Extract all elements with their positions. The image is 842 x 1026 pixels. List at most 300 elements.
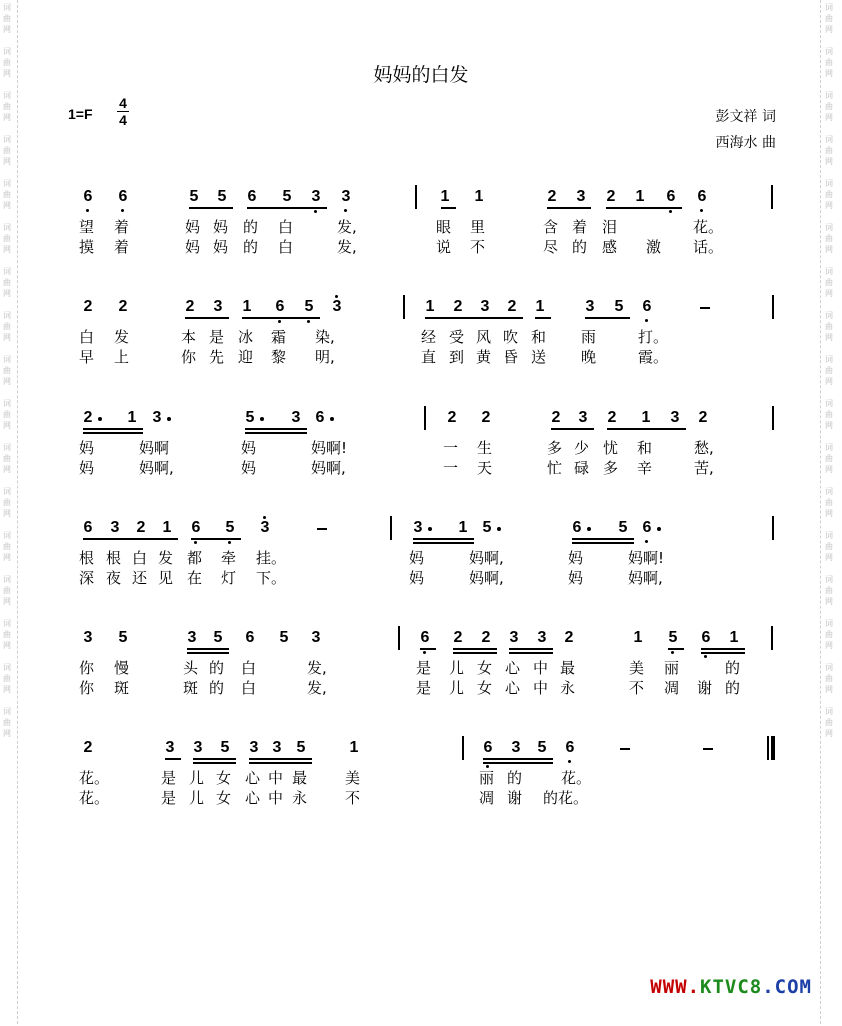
- time-signature: [117, 96, 129, 127]
- lyric-syllable: 早: [79, 348, 95, 366]
- note-6: 6: [273, 298, 287, 316]
- lyric-syllable: 白: [278, 238, 294, 256]
- side-watermark-right: 词 曲 网 词 曲 网 词 曲 网 词 曲 网 词 曲 网 词 曲 网 词 曲 网 词 曲 网 词 曲 网 词 曲 网 词 曲 网 词 曲 网 词 曲 网 词 曲 网 词 曲 网 词 曲 网 词 曲 网: [825, 3, 833, 738]
- lyric-syllable: 心: [245, 789, 261, 807]
- note-1: 1: [440, 188, 450, 205]
- lyric-syllable: 染,: [315, 328, 335, 346]
- note-3: 3: [110, 519, 120, 536]
- underline-beam: [535, 317, 551, 319]
- lyric-syllable: 见: [158, 569, 174, 587]
- watermark-domain: KTVC8: [700, 976, 763, 998]
- underline-beam: [551, 428, 594, 430]
- augmentation-dot: [330, 417, 334, 421]
- note-3: 3: [272, 739, 282, 756]
- underline-beam: [701, 652, 745, 654]
- underline-beam: [453, 652, 497, 654]
- lyric-syllable: 雨: [581, 328, 597, 346]
- note-3: 3: [213, 298, 223, 315]
- note-2: 2: [83, 739, 93, 756]
- lyric-syllable: 打。: [638, 328, 669, 346]
- lyric-syllable: 妈啊,: [139, 459, 174, 477]
- lyric-syllable: 中: [533, 659, 549, 677]
- lyric-syllable: 的: [725, 679, 741, 697]
- lyric-syllable: 你: [79, 679, 95, 697]
- lyric-syllable: 里: [470, 218, 486, 236]
- lyric-syllable: 白: [241, 679, 257, 697]
- lower-octave-dot: [121, 209, 124, 212]
- note-3: 3: [578, 409, 588, 426]
- lyric-syllable: 下。: [256, 569, 287, 587]
- lyric-syllable: 送: [531, 348, 547, 366]
- lyric-syllable: 中: [268, 769, 284, 787]
- lyric-syllable: 着: [114, 218, 130, 236]
- lyric-syllable: 多: [547, 439, 563, 457]
- lyric-syllable: 直: [421, 348, 437, 366]
- note-3: 3: [480, 298, 490, 315]
- lyric-syllable: 妈: [213, 218, 229, 236]
- note-1: 1: [127, 409, 137, 426]
- underline-beam: [83, 428, 143, 430]
- lower-octave-dot: [645, 319, 648, 322]
- lyric-syllable: 斑: [183, 679, 199, 697]
- lower-octave-dot: [700, 209, 703, 212]
- lyric-syllable: 丽: [479, 769, 495, 787]
- note-3: 3: [309, 188, 323, 206]
- lyric-syllable: 最: [292, 769, 308, 787]
- note-3: 3: [576, 188, 586, 205]
- lyric-syllable: 白: [278, 218, 294, 236]
- barline: [771, 626, 773, 650]
- lower-octave-dot: [86, 209, 89, 212]
- lyric-syllable: 黄: [476, 348, 492, 366]
- lower-octave-dot: [314, 210, 317, 213]
- note-3: 3: [585, 298, 595, 315]
- lyric-syllable: 上: [114, 348, 130, 366]
- lyric-syllable: 深: [79, 569, 95, 587]
- underline-beam: [242, 317, 320, 319]
- note-1: 1: [474, 188, 484, 205]
- note-1: 1: [729, 629, 739, 646]
- note-2: 2: [447, 409, 457, 426]
- note-1: 1: [458, 519, 468, 536]
- lyric-syllable: 永: [560, 679, 576, 697]
- barline: [772, 516, 774, 540]
- lyric-syllable: 白: [132, 549, 148, 567]
- lyric-syllable: 中: [533, 679, 549, 697]
- lyric-syllable: 苦,: [694, 459, 714, 477]
- underline-beam: [701, 648, 745, 650]
- lyric-syllable: 妈啊,: [469, 569, 504, 587]
- note-2: 2: [551, 409, 561, 426]
- lyric-syllable: 是: [161, 789, 177, 807]
- dash-extension: [700, 307, 710, 309]
- lyric-syllable: 晚: [581, 348, 597, 366]
- note-5: 5: [220, 739, 230, 756]
- lyric-syllable: 的花。: [543, 789, 589, 807]
- lyric-syllable: 和: [637, 439, 653, 457]
- note-6: 6: [664, 188, 678, 206]
- note-5: 5: [302, 298, 316, 316]
- note-5: 5: [614, 298, 624, 315]
- lyric-syllable: 是: [416, 679, 432, 697]
- underline-beam: [187, 652, 229, 654]
- lyric-syllable: 的: [209, 679, 225, 697]
- lyric-syllable: 白: [79, 328, 95, 346]
- time-numerator: 4: [119, 95, 127, 111]
- lyric-syllable: 谢: [507, 789, 523, 807]
- lyric-syllable: 忧: [603, 439, 619, 457]
- lyric-syllable: 不: [470, 238, 486, 256]
- lyric-syllable: 发: [114, 328, 130, 346]
- underline-beam: [607, 428, 686, 430]
- lyric-syllable: 根: [79, 549, 95, 567]
- lyric-syllable: 和: [531, 328, 547, 346]
- note-3: 3: [413, 519, 423, 536]
- note-3: 3: [339, 188, 353, 206]
- note-3: 3: [193, 739, 203, 756]
- barline: [772, 295, 774, 319]
- underline-beam: [606, 207, 682, 209]
- underline-beam: [193, 762, 236, 764]
- lyric-syllable: 激: [646, 238, 662, 256]
- lyric-syllable: 妈: [409, 569, 425, 587]
- note-1: 1: [349, 739, 359, 756]
- note-6: 6: [481, 739, 495, 757]
- lower-octave-dot: [228, 541, 231, 544]
- underline-beam: [249, 758, 312, 760]
- underline-beam: [413, 538, 474, 540]
- lyric-syllable: 最: [560, 659, 576, 677]
- note-1: 1: [635, 188, 645, 205]
- watermark-www: WWW.: [650, 976, 701, 998]
- lyric-syllable: 经: [421, 328, 437, 346]
- lyric-syllable: 凋: [479, 789, 495, 807]
- underline-beam: [668, 648, 684, 650]
- barline: [772, 406, 774, 430]
- note-2: 2: [453, 629, 463, 646]
- note-6: 6: [418, 629, 432, 647]
- note-5: 5: [189, 188, 199, 205]
- underline-beam: [547, 207, 591, 209]
- lyric-syllable: 多: [603, 459, 619, 477]
- lower-octave-dot: [194, 541, 197, 544]
- lower-octave-dot: [671, 651, 674, 654]
- underline-beam: [83, 432, 143, 434]
- lyric-syllable: 花。: [79, 789, 110, 807]
- underline-beam: [585, 317, 630, 319]
- underline-beam: [509, 648, 553, 650]
- underline-beam: [245, 432, 307, 434]
- lyric-syllable: 是: [161, 769, 177, 787]
- note-3: 3: [187, 629, 197, 646]
- lyric-syllable: 中: [268, 789, 284, 807]
- underline-beam: [193, 758, 236, 760]
- lyric-syllable: 的: [243, 218, 259, 236]
- lower-octave-dot: [568, 760, 571, 763]
- barline: [398, 626, 400, 650]
- lyric-syllable: 妈啊,: [311, 459, 346, 477]
- lower-octave-dot: [307, 320, 310, 323]
- lyric-syllable: 女: [477, 659, 493, 677]
- note-5: 5: [118, 629, 128, 646]
- lyric-syllable: 发,: [337, 238, 357, 256]
- note-6: 6: [640, 519, 654, 537]
- lyric-syllable: 妈啊: [139, 439, 170, 457]
- note-2: 2: [453, 298, 463, 315]
- note-6: 6: [315, 409, 325, 426]
- barline: [403, 295, 405, 319]
- note-2: 2: [83, 298, 93, 315]
- lyric-syllable: 妈: [79, 439, 95, 457]
- lyric-syllable: 受: [449, 328, 465, 346]
- lyric-syllable: 妈: [241, 459, 257, 477]
- lyric-syllable: 都: [187, 549, 203, 567]
- note-6: 6: [245, 629, 255, 646]
- lower-octave-dot: [344, 209, 347, 212]
- lyric-syllable: 儿: [189, 789, 205, 807]
- lyric-syllable: 望: [79, 218, 95, 236]
- note-5: 5: [282, 188, 292, 205]
- lyric-syllable: 挂。: [256, 549, 287, 567]
- lyric-syllable: 妈啊!: [628, 549, 665, 567]
- augmentation-dot: [657, 527, 661, 531]
- note-3: 3: [330, 298, 344, 316]
- lyric-syllable: 妈: [79, 459, 95, 477]
- lyric-syllable: 一: [443, 459, 459, 477]
- lyric-syllable: 妈: [213, 238, 229, 256]
- lyric-syllable: 妈: [241, 439, 257, 457]
- note-1: 1: [242, 298, 252, 315]
- augmentation-dot: [260, 417, 264, 421]
- augmentation-dot: [497, 527, 501, 531]
- lower-octave-dot: [486, 765, 489, 768]
- lyric-syllable: 丽: [664, 659, 680, 677]
- note-6: 6: [247, 188, 257, 205]
- side-rule-right: [820, 0, 822, 1024]
- lyric-syllable: 斑: [114, 679, 130, 697]
- side-watermark-left: 词 曲 网 词 曲 网 词 曲 网 词 曲 网 词 曲 网 词 曲 网 词 曲 网 词 曲 网 词 曲 网 词 曲 网 词 曲 网 词 曲 网 词 曲 网 词 曲 网 词 曲 网 词 曲 网 词 曲 网: [3, 3, 11, 738]
- lyric-syllable: 花。: [79, 769, 110, 787]
- note-3: 3: [311, 629, 321, 646]
- barline: [415, 185, 417, 209]
- lyric-syllable: 风: [476, 328, 492, 346]
- lyric-syllable: 发,: [307, 679, 327, 697]
- note-6: 6: [116, 188, 130, 206]
- composer-credit: 西海水 曲: [715, 135, 776, 151]
- note-2: 2: [607, 409, 617, 426]
- lyric-syllable: 话。: [693, 238, 724, 256]
- underline-beam: [83, 538, 178, 540]
- note-2: 2: [564, 629, 574, 646]
- note-6: 6: [572, 519, 582, 536]
- upper-octave-dot: [263, 516, 266, 519]
- final-barline-thick: [771, 736, 775, 760]
- dash-extension: [703, 748, 713, 750]
- lyric-syllable: 发,: [307, 659, 327, 677]
- note-2: 2: [507, 298, 517, 315]
- lyric-syllable: 摸: [79, 238, 95, 256]
- underline-beam: [425, 317, 523, 319]
- lyricist-credit: 彭文祥 词: [715, 109, 776, 125]
- note-1: 1: [162, 519, 172, 536]
- lyric-syllable: 妈: [568, 549, 584, 567]
- lyric-syllable: 到: [449, 348, 465, 366]
- note-6: 6: [189, 519, 203, 537]
- note-6: 6: [83, 519, 93, 536]
- note-2: 2: [547, 188, 557, 205]
- lyric-syllable: 的: [209, 659, 225, 677]
- lyric-syllable: 尽: [543, 238, 559, 256]
- note-6: 6: [699, 629, 713, 647]
- note-3: 3: [165, 739, 175, 756]
- lyric-syllable: 发: [158, 549, 174, 567]
- lyric-syllable: 在: [187, 569, 203, 587]
- note-6: 6: [81, 188, 95, 206]
- augmentation-dot: [587, 527, 591, 531]
- augmentation-dot: [167, 417, 171, 421]
- lyric-syllable: 心: [505, 679, 521, 697]
- underline-beam: [165, 758, 181, 760]
- lyric-syllable: 你: [181, 348, 197, 366]
- lyric-syllable: 妈啊!: [311, 439, 348, 457]
- lyric-syllable: 迎: [238, 348, 254, 366]
- lyric-syllable: 夜: [106, 569, 122, 587]
- lyric-syllable: 还: [132, 569, 148, 587]
- site-watermark[interactable]: [650, 976, 812, 998]
- lyric-syllable: 天: [477, 459, 493, 477]
- underline-beam: [185, 317, 229, 319]
- lyric-syllable: 忙: [547, 459, 563, 477]
- lyric-syllable: 永: [292, 789, 308, 807]
- underline-beam: [509, 652, 553, 654]
- note-3: 3: [670, 409, 680, 426]
- underline-beam: [572, 538, 634, 540]
- underline-beam: [245, 428, 307, 430]
- note-6: 6: [695, 188, 709, 206]
- lyric-syllable: 慢: [114, 659, 130, 677]
- lyric-syllable: 明,: [315, 348, 335, 366]
- lyric-syllable: 说: [436, 238, 452, 256]
- lyric-syllable: 霞。: [638, 348, 669, 366]
- side-rule-left: [17, 0, 19, 1024]
- note-3: 3: [511, 739, 521, 756]
- note-1: 1: [425, 298, 435, 315]
- note-6: 6: [563, 739, 577, 757]
- underline-beam: [189, 207, 233, 209]
- final-barline-thin: [767, 736, 769, 760]
- underline-beam: [572, 542, 634, 544]
- lyric-syllable: 凋: [664, 679, 680, 697]
- note-2: 2: [481, 629, 491, 646]
- lyric-syllable: 你: [79, 659, 95, 677]
- lyric-syllable: 女: [216, 769, 232, 787]
- note-5: 5: [279, 629, 289, 646]
- augmentation-dot: [428, 527, 432, 531]
- underline-beam: [483, 762, 553, 764]
- lyric-syllable: 花。: [561, 769, 592, 787]
- note-3: 3: [537, 629, 547, 646]
- lyric-syllable: 头: [183, 659, 199, 677]
- dash-extension: [317, 528, 327, 530]
- underline-beam: [483, 758, 553, 760]
- lyric-syllable: 生: [477, 439, 493, 457]
- lower-octave-dot: [645, 540, 648, 543]
- underline-beam: [441, 207, 456, 209]
- note-5: 5: [245, 409, 255, 426]
- note-2: 2: [481, 409, 491, 426]
- underline-beam: [453, 648, 497, 650]
- lyric-syllable: 的: [572, 238, 588, 256]
- lyric-syllable: 灯: [221, 569, 237, 587]
- note-1: 1: [633, 629, 643, 646]
- lyric-syllable: 发,: [337, 218, 357, 236]
- lyric-syllable: 不: [629, 679, 645, 697]
- lyric-syllable: 牵: [221, 549, 237, 567]
- note-3: 3: [509, 629, 519, 646]
- watermark-tld: .COM: [762, 976, 812, 998]
- augmentation-dot: [98, 417, 102, 421]
- lyric-syllable: 冰: [238, 328, 254, 346]
- barline: [424, 406, 426, 430]
- underline-beam: [187, 648, 229, 650]
- lyric-syllable: 辛: [637, 459, 653, 477]
- lyric-syllable: 着: [114, 238, 130, 256]
- lower-octave-dot: [669, 210, 672, 213]
- barline: [462, 736, 464, 760]
- note-3: 3: [291, 409, 301, 426]
- lyric-syllable: 妈: [185, 238, 201, 256]
- lyric-syllable: 泪: [602, 218, 618, 236]
- lyric-syllable: 着: [572, 218, 588, 236]
- note-5: 5: [618, 519, 628, 536]
- lyric-syllable: 的: [725, 659, 741, 677]
- note-1: 1: [641, 409, 651, 426]
- lyric-syllable: 碌: [574, 459, 590, 477]
- lyric-syllable: 心: [505, 659, 521, 677]
- note-3: 3: [83, 629, 93, 646]
- lyric-syllable: 感: [602, 238, 618, 256]
- lower-octave-dot: [278, 320, 281, 323]
- note-3: 3: [152, 409, 162, 426]
- lyric-syllable: 吹: [503, 328, 519, 346]
- lyric-syllable: 女: [477, 679, 493, 697]
- lyric-syllable: 少: [574, 439, 590, 457]
- lyric-syllable: 妈啊,: [628, 569, 663, 587]
- underline-beam: [247, 207, 327, 209]
- lyric-syllable: 的: [243, 238, 259, 256]
- lyric-syllable: 谢: [697, 679, 713, 697]
- barline: [390, 516, 392, 540]
- lyric-syllable: 本: [181, 328, 197, 346]
- note-1: 1: [535, 298, 545, 315]
- note-2: 2: [83, 409, 93, 426]
- lyric-syllable: 眼: [436, 218, 452, 236]
- lyric-syllable: 妈: [409, 549, 425, 567]
- lyric-syllable: 是: [416, 659, 432, 677]
- lyric-syllable: 女: [216, 789, 232, 807]
- underline-beam: [420, 648, 436, 650]
- note-5: 5: [482, 519, 492, 536]
- lower-octave-dot: [423, 651, 426, 654]
- note-2: 2: [136, 519, 146, 536]
- note-2: 2: [185, 298, 195, 315]
- lyric-syllable: 昏: [503, 348, 519, 366]
- song-title: 妈妈的白发: [373, 64, 469, 86]
- lyric-syllable: 花。: [693, 218, 724, 236]
- lyric-syllable: 根: [106, 549, 122, 567]
- note-5: 5: [537, 739, 547, 756]
- lyric-syllable: 不: [345, 789, 361, 807]
